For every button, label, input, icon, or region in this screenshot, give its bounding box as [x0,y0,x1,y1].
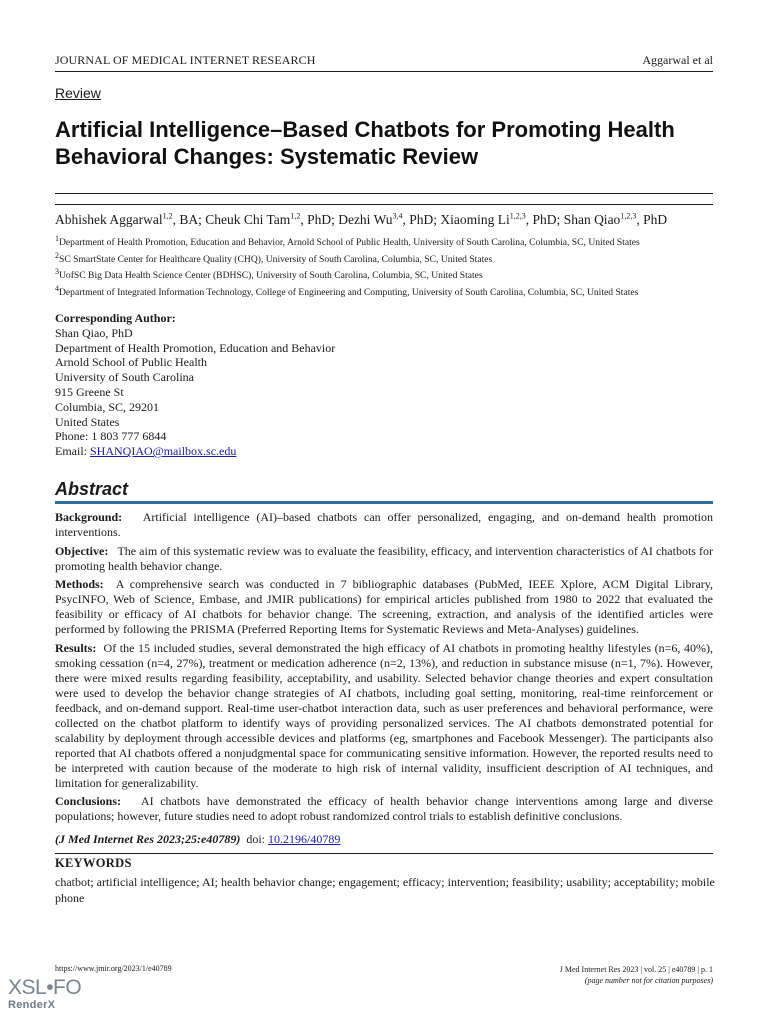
corresponding-line: Columbia, SC, 29201 [55,399,160,414]
doi-label: doi: [246,832,265,846]
citation-line [55,832,340,847]
running-header [55,53,713,69]
doi-link[interactable]: 10.2196/40789 [268,832,341,846]
footer-url[interactable]: https://www.jmir.org/2023/1/e40789 [55,964,172,973]
affiliation-text: UofSC Big Data Health Science Center (BDHSC), University of South Carolina, Columbia, SC, United States [59,270,483,281]
email-link[interactable]: SHANQIAO@mailbox.sc.edu [90,444,237,459]
footer-issue: J Med Internet Res 2023 | vol. 25 | e40789 | p. 1 [559,965,713,974]
abstract-section [55,641,713,791]
abstract-heading: Abstract [55,479,129,499]
email-line [55,444,335,459]
logo-line-1: XSL•FO [8,976,82,999]
corresponding-author-block [55,311,335,459]
corresponding-line: 915 Greene St [55,384,124,399]
logo-line-2: RenderX [8,999,56,1011]
author-name: Xiaoming Li [440,212,510,227]
abstract-rule [55,501,713,504]
abstract-section-text: Of the 15 included studies, several demonstrated the high efficacy of AI chatbots in promoting healthy lifestyles (n=6, 40%), smoking cessation (n=4, 27%), treatment or medication adherence (n=2, 13%), and reduction in substance misuse (n=1, 7%). However, there were mixed results regarding feasibility, acceptability, and usability. Selected behavior change theories and expert consultation were used to develop the behavior change strategies of AI chatbots, including goal setting, monitoring, real-time reinforcement or feedback, and on-demand support. Real-time user-chatbot interaction data, such as user preferences and behavioral performance, were collected on the chatbot platform to identify ways of providing personalized services. The AI chatbots demonstrated potential for scalability by deployment through accessible devices and platforms (eg, smartphones and Facebook Messenger). The participants also reported that AI chatbots offered a nonjudgmental space for communicating sensitive information. However, the reported results need to be interpreted with caution because of the moderate to high risk of internal validity, insufficient description of AI techniques, and limitation for generalizability. [55,640,714,790]
affiliation-item [55,252,725,269]
author-degree: , PhD [636,212,668,227]
abstract-section-text: The aim of this systematic review was to evaluate the feasibility, efficacy, and intervention characteristics of AI chatbots for promoting health behavior change. [55,543,713,573]
author-affil-sup: 1,2 [290,211,301,221]
citation-reference: (J Med Internet Res 2023;25:e40789) [55,832,241,846]
abstract-section-label: Methods: [55,577,104,591]
affiliation-number: 2 [55,250,59,260]
author-list [55,212,720,228]
abstract-section [55,544,713,574]
abstract-section-label: Objective: [55,543,109,558]
footer-note: (page number not for citation purposes) [584,976,713,985]
author-degree: , PhD; [525,212,564,227]
title-rule-bottom [55,204,713,205]
corresponding-line: Arnold School of Public Health [55,355,207,370]
affiliation-item [55,235,725,252]
abstract-section-label: Results: [55,640,97,655]
affiliation-text: Department of Health Promotion, Education and Behavior, Arnold School of Public Health, University of South Carolina, Columbia, SC, United States [59,237,640,248]
abstract-body [55,510,713,828]
footer-issue-info [560,964,713,986]
abstract-section-label: Background: [55,510,123,524]
abstract-section-label: Conclusions: [55,794,122,808]
xslfo-renderx-logo [8,977,81,1011]
keywords-text: chatbot; artificial intelligence; AI; health behavior change; engagement; efficacy; intervention; feasibility; usability; acceptability; mobile phone [55,875,715,905]
corresponding-line: Department of Health Promotion, Education and Behavior [55,340,336,355]
article-title: Artificial Intelligence–Based Chatbots for Promoting Health Behavioral Changes: Systematic Review [55,117,675,169]
affiliation-item [55,285,725,302]
author-degree: , PhD; [402,212,441,227]
running-author: Aggarwal et al [642,53,713,67]
journal-name: JOURNAL OF MEDICAL INTERNET RESEARCH [55,53,316,67]
corresponding-line: United States [55,414,120,429]
abstract-section [55,577,713,637]
keywords-rule [55,853,713,854]
affiliation-item [55,268,725,285]
affiliation-number: 1 [55,233,59,243]
title-rule-top [55,193,713,194]
author-name: Cheuk Chi Tam [205,212,291,227]
author-affil-sup: 1,2,3 [620,211,637,221]
author-affil-sup: 3,4 [392,211,403,221]
corresponding-line: Phone: 1 803 777 6844 [55,429,167,444]
corresponding-line: Shan Qiao, PhD [55,325,133,340]
affiliation-text: SC SmartState Center for Healthcare Quality (CHQ), University of South Carolina, Columbia, SC, United States [59,253,493,265]
author-name: Shan Qiao [563,212,621,227]
author-name: Abhishek Aggarwal [55,212,163,227]
abstract-section [55,794,713,824]
author-degree: , BA; [172,212,206,227]
author-affil-sup: 1,2,3 [509,211,526,221]
author-degree: , PhD; [300,212,339,227]
affiliation-text: Department of Integrated Information Technology, College of Engineering and Computing, University of South Carolina, Columbia, SC, United States [59,286,639,298]
author-name: Dezhi Wu [338,212,393,227]
article-type-link[interactable]: Review [55,85,101,101]
keywords-heading: KEYWORDS [55,856,132,870]
header-rule [55,71,713,72]
affiliation-list [55,235,725,301]
corresponding-heading: Corresponding Author: [55,311,176,325]
email-label: Email: [55,444,90,459]
abstract-section-text: Artificial intelligence (AI)–based chatbots can offer personalized, engaging, and on-demand health promotion interventions. [55,510,713,539]
author-affil-sup: 1,2 [162,211,173,221]
affiliation-number: 4 [55,283,59,293]
abstract-section-text: AI chatbots have demonstrated the efficacy of health behavior change interventions among large and diverse populations; however, future studies need to adopt robust randomized control trials to establish definitive conclusions. [55,794,713,823]
abstract-section [55,510,713,540]
abstract-section-text: A comprehensive search was conducted in 7 bibliographic databases (PubMed, IEEE Xplore, ACM Digital Library, PsycINFO, Web of Science, Embase, and JMIR publications) for empirical articles published from 1980 to 2022 that evaluated the feasibility or efficacy of AI chatbots for behavior change. The screening, extraction, and analysis of the identified articles were performed by following the PRISMA (Preferred Reporting Items for Systematic Reviews and Meta-Analyses) guidelines. [55,577,713,636]
affiliation-number: 3 [55,266,59,276]
corresponding-line: University of South Carolina [55,370,194,385]
